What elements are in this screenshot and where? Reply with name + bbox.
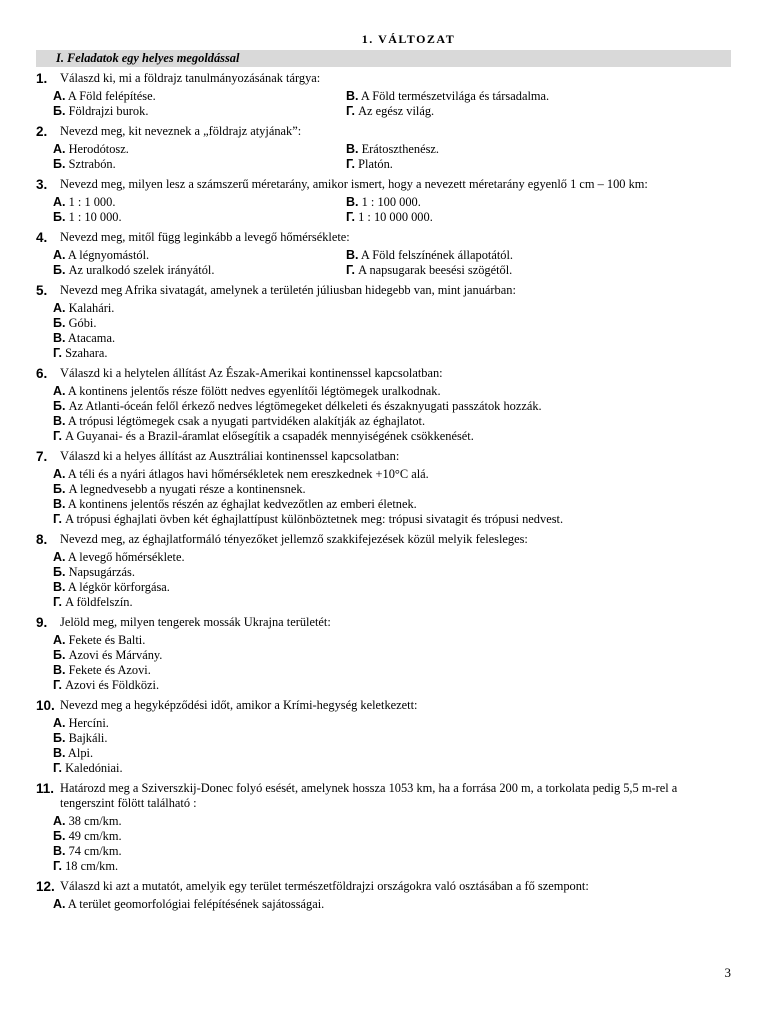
option-letter: A. [53,716,66,730]
option-letter: Г. [346,210,355,224]
option-text: Platón. [358,157,393,171]
question-text: Jelöld meg, milyen tengerek mossák Ukrajna területét: [60,615,331,629]
question-number: 5. [36,283,48,298]
question-stem [36,283,731,298]
option-text: 1 : 10 000 000. [358,210,433,224]
question-stem [36,698,731,713]
option-text: Az egész világ. [358,104,435,118]
option-letter: A. [53,633,66,647]
answer-option [346,210,731,225]
question-number: 8. [36,532,48,547]
answer-options [36,897,731,912]
section-heading: I. Feladatok egy helyes megoldással [36,50,731,67]
answer-options [36,301,731,361]
option-text: Fekete és Balti. [68,633,146,647]
option-letter: Г. [346,263,355,277]
question-stem [36,177,731,192]
option-letter: Г. [346,157,355,171]
option-letter: Г. [53,859,62,873]
answer-option [53,648,731,663]
answer-option [346,195,731,210]
option-text: A Föld természetvilága és társadalma. [360,89,550,103]
option-letter: Г. [53,761,62,775]
question-3 [36,177,731,225]
answer-option [53,316,731,331]
answer-options [36,89,731,119]
option-text: 49 cm/km. [68,829,122,843]
option-text: A levegő hőmérséklete. [67,550,185,564]
answer-option [53,104,346,119]
option-text: 74 cm/km. [68,844,122,858]
option-text: Szahara. [65,346,108,360]
question-6 [36,366,731,444]
option-text: A légnyomástól. [67,248,150,262]
option-text: A trópusi légtömegek csak a nyugati partvidéken alakítják az éghajlatot. [67,414,426,428]
question-text: Válaszd ki, mi a földrajz tanulmányozásának tárgya: [60,71,321,85]
answer-option [53,844,731,859]
option-text: A legnedvesebb a nyugati része a kontinensnek. [68,482,306,496]
answer-option [53,467,731,482]
option-text: Földrajzi burok. [68,104,149,118]
question-number: 7. [36,449,48,464]
answer-options [36,142,731,172]
answer-option [53,550,731,565]
page-number: 3 [724,965,731,980]
answer-option [53,595,731,610]
option-letter: Б. [53,565,66,579]
question-stem [36,879,731,894]
option-letter: A. [53,248,66,262]
question-5 [36,283,731,361]
question-number: 4. [36,230,48,245]
question-list [36,71,731,912]
option-letter: A. [53,301,66,315]
option-letter: B. [346,142,359,156]
answer-option [53,429,731,444]
question-stem [36,366,731,381]
answer-option [53,829,731,844]
answer-option [346,248,731,263]
option-letter: Б. [53,829,66,843]
option-letter: A. [53,142,66,156]
option-text: A földfelszín. [65,595,133,609]
question-text: Nevezd meg, mitől függ leginkább a levegő hőmérséklete: [60,230,350,244]
answer-option [53,897,731,912]
question-number: 6. [36,366,48,381]
question-1 [36,71,731,119]
question-text: Válaszd ki a helyes állítást az Ausztráliai kontinenssel kapcsolatban: [60,449,400,463]
option-letter: B. [53,580,66,594]
answer-option [346,89,731,104]
answer-option [346,157,731,172]
option-text: Kalahári. [68,301,115,315]
question-10 [36,698,731,776]
option-letter: Б. [53,482,66,496]
question-number: 9. [36,615,48,630]
answer-option [53,248,346,263]
option-letter: Б. [53,210,66,224]
answer-option [53,210,346,225]
option-letter: Б. [53,731,66,745]
option-text: Az uralkodó szelek irányától. [68,263,215,277]
question-number: 2. [36,124,48,139]
option-letter: Б. [53,157,66,171]
option-letter: Г. [53,429,62,443]
option-text: Kaledóniai. [65,761,123,775]
answer-option [53,89,346,104]
option-letter: A. [53,550,66,564]
option-letter: Г. [53,346,62,360]
option-text: Azovi és Márvány. [68,648,163,662]
option-letter: B. [53,844,66,858]
option-text: A kontinens jelentős részén az éghajlat kedvezőtlen az emberi életnek. [67,497,417,511]
answer-option [53,399,731,414]
option-letter: Б. [53,104,66,118]
question-number: 11. [36,781,55,796]
option-text: Napsugárzás. [68,565,135,579]
option-letter: Г. [346,104,355,118]
option-text: A Guyanai- és a Brazil-áramlat elősegítik a csapadék mennyiségének csökkenését. [65,429,474,443]
option-text: Fekete és Azovi. [68,663,151,677]
option-letter: Б. [53,316,66,330]
answer-option [53,331,731,346]
answer-option [53,633,731,648]
option-letter: B. [53,414,66,428]
question-text: Nevezd meg Afrika sivatagát, amelynek a területén júliusban hidegebb van, mint januárban: [60,283,516,297]
option-letter: B. [346,248,359,262]
option-letter: Г. [53,595,62,609]
answer-option [53,663,731,678]
option-text: Sztrabón. [68,157,116,171]
answer-option [53,580,731,595]
answer-option [53,384,731,399]
answer-options [36,814,731,874]
option-text: Bajkáli. [68,731,108,745]
answer-option [53,263,346,278]
option-text: Hercíni. [68,716,109,730]
option-letter: B. [53,663,66,677]
question-text: Nevezd meg, milyen lesz a számszerű méretarány, amikor ismert, hogy a nevezett méretarány egyenlő 1 cm – 100 km: [60,177,648,191]
option-letter: Г. [53,678,62,692]
option-letter: A. [53,897,66,911]
answer-option [53,414,731,429]
option-letter: A. [53,814,66,828]
answer-option [53,678,731,693]
page-title: 1. VÁLTOZAT [361,32,456,46]
option-text: A Föld felépítése. [67,89,156,103]
answer-option [53,346,731,361]
option-letter: A. [53,89,66,103]
answer-option [53,716,731,731]
question-9 [36,615,731,693]
answer-options [36,716,731,776]
option-letter: A. [53,384,66,398]
question-text: Nevezd meg, kit neveznek a „földrajz atyjának”: [60,124,302,138]
answer-option [346,104,731,119]
question-number: 10. [36,698,55,713]
question-stem [36,781,731,811]
option-text: Herodótosz. [68,142,129,156]
option-text: Góbi. [68,316,97,330]
answer-options [36,633,731,693]
answer-option [53,195,346,210]
option-text: 1 : 10 000. [68,210,122,224]
option-letter: Б. [53,648,66,662]
question-text: Határozd meg a Sziverszkij-Donec folyó esését, amelynek hossza 1053 km, ha a forrása 200 m, a torkolata pedig 5,5 m-rel a tengerszint fölött található : [60,781,678,810]
answer-option [53,761,731,776]
question-stem [36,615,731,630]
option-text: Alpi. [67,746,94,760]
option-text: Erátoszthenész. [361,142,440,156]
option-text: A napsugarak beesési szögétől. [358,263,513,277]
option-text: A légkör körforgása. [67,580,170,594]
option-text: A Föld felszínének állapotától. [360,248,514,262]
option-text: A téli és a nyári átlagos havi hőmérsékletek nem ereszkednek +10°C alá. [67,467,429,481]
answer-option [53,142,346,157]
answer-option [53,512,731,527]
question-12 [36,879,731,912]
answer-options [36,384,731,444]
question-text: Nevezd meg a hegyképződési időt, amikor a Krími-hegység keletkezett: [60,698,418,712]
question-number: 3. [36,177,48,192]
question-number: 1. [36,71,48,86]
option-letter: B. [53,497,66,511]
option-letter: Б. [53,263,66,277]
option-text: 1 : 100 000. [361,195,421,209]
answer-option [53,731,731,746]
question-7 [36,449,731,527]
option-text: A kontinens jelentős része fölött nedves egyenlítői légtömegek uralkodnak. [67,384,441,398]
option-text: A terület geomorfológiai felépítésének sajátosságai. [67,897,325,911]
answer-option [53,157,346,172]
question-stem [36,532,731,547]
question-stem [36,71,731,86]
document-page [36,32,731,917]
answer-option [346,142,731,157]
question-number: 12. [36,879,55,894]
option-letter: Б. [53,399,66,413]
question-text: Válaszd ki a helytelen állítást Az Észak-Amerikai kontinenssel kapcsolatban: [60,366,443,380]
answer-options [36,467,731,527]
answer-option [53,859,731,874]
option-text: 18 cm/km. [65,859,119,873]
answer-options [36,550,731,610]
option-letter: B. [53,331,66,345]
answer-option [53,482,731,497]
answer-option [53,565,731,580]
option-letter: B. [53,746,66,760]
question-text: Nevezd meg, az éghajlatformáló tényezőket jellemző szakkifejezések közül melyik felesleges: [60,532,528,546]
option-text: Azovi és Földközi. [65,678,160,692]
option-text: 38 cm/km. [68,814,122,828]
question-8 [36,532,731,610]
answer-option [53,746,731,761]
answer-option [53,814,731,829]
question-stem [36,449,731,464]
option-text: Az Atlanti-óceán felől érkező nedves légtömegeket délkeleti és északnyugati passzátok hozzák. [68,399,542,413]
question-text: Válaszd ki azt a mutatót, amelyik egy terület természetföldrajzi országokra való osztásában a fő szempont: [60,879,589,893]
answer-option [346,263,731,278]
question-stem [36,124,731,139]
option-text: A trópusi éghajlati övben két éghajlattípust különböztetnek meg: trópusi sivatagit és trópusi nedvest. [65,512,564,526]
option-letter: A. [53,195,66,209]
option-letter: B. [346,195,359,209]
question-stem [36,230,731,245]
answer-options [36,195,731,225]
option-letter: A. [53,467,66,481]
option-text: Atacama. [67,331,116,345]
answer-option [53,497,731,512]
option-letter: B. [346,89,359,103]
answer-option [53,301,731,316]
option-text: 1 : 1 000. [68,195,116,209]
option-letter: Г. [53,512,62,526]
question-2 [36,124,731,172]
answer-options [36,248,731,278]
question-4 [36,230,731,278]
question-11 [36,781,731,874]
